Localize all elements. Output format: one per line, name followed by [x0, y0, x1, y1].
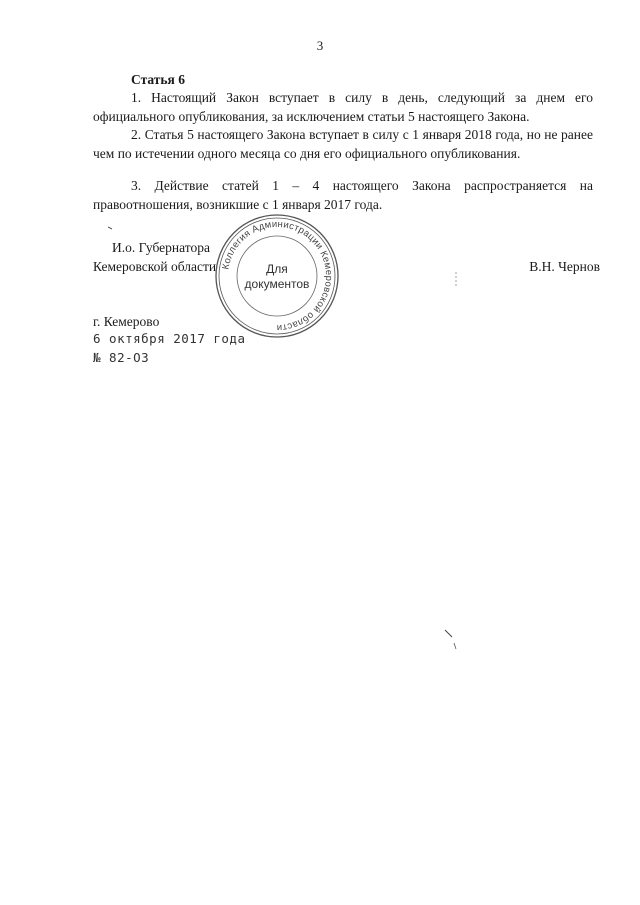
article-title: Статья 6: [131, 72, 185, 87]
article-paragraph-2: 2. Статья 5 настоящего Закона вступает в силу с 1 января 2018 года, но не ранее чем по истечении одного месяца со дня его официального опубликования.: [93, 127, 593, 161]
official-stamp: [213, 212, 341, 340]
signatory-title-line-2: Кемеровской области: [93, 259, 217, 274]
article-paragraph-3: 3. Действие статей 1 – 4 настоящего Закона распространяется на правоотношения, возникшие с 1 января 2017 года.: [93, 178, 593, 212]
city-line: г. Кемерово: [93, 314, 160, 329]
article-paragraph-1: 1. Настоящий Закон вступает в силу в день, следующий за днем его официального опубликования, за исключением статьи 5 настоящего Закона.: [93, 90, 593, 124]
stamp-center-line-1: Для: [266, 262, 288, 276]
scan-speck-top: [108, 226, 114, 230]
law-number: № 82-ОЗ: [93, 350, 150, 365]
date-line: 6 октября 2017 года: [93, 331, 246, 346]
signatory-title-line-1: И.о. Губернатора: [112, 240, 211, 255]
signatory-name: В.Н. Чернов: [529, 259, 600, 274]
stamp-center-line-2: документов: [244, 277, 310, 291]
scan-speck-bottom-1: [444, 629, 454, 639]
stamp-ring-text: Коллегия Администрации Кемеровской области: [220, 218, 335, 334]
page-number: 3: [316, 38, 324, 53]
scan-speck-bottom-2: [452, 642, 458, 650]
scan-speck-right: [454, 272, 458, 288]
